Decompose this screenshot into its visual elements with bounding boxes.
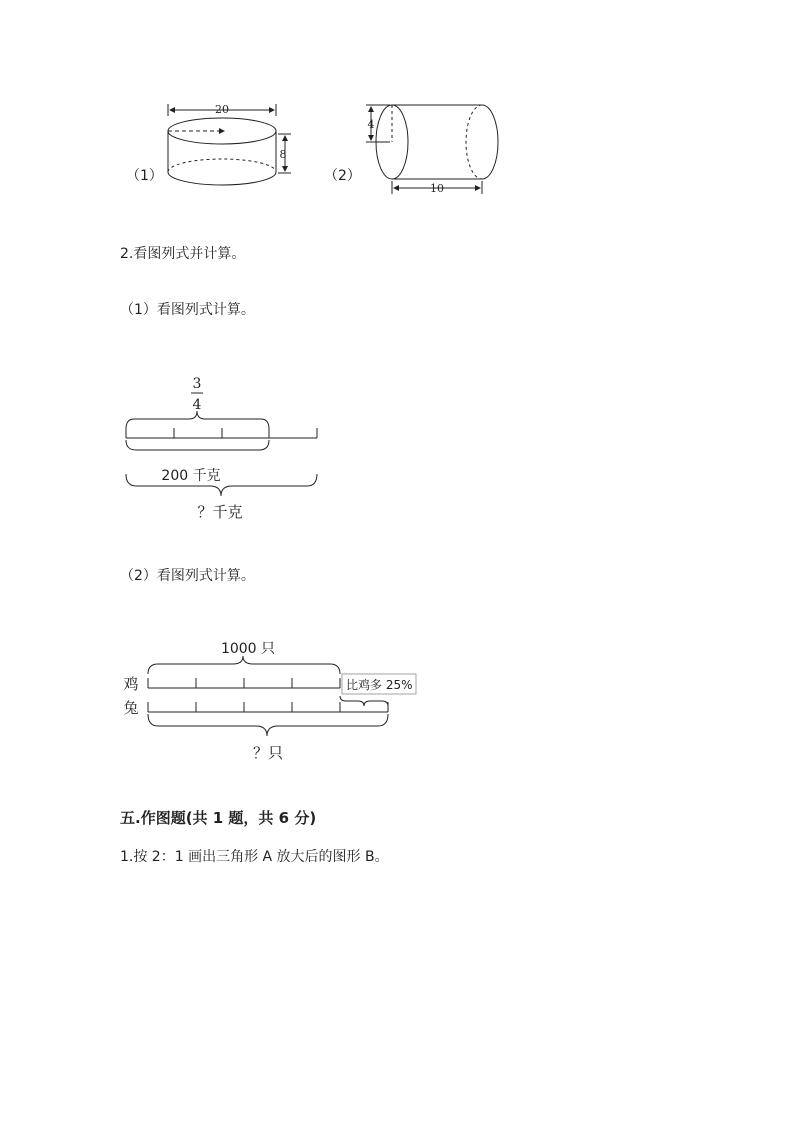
total-brace [148,656,340,674]
question-2-sub1: （1）看图列式计算。 [120,302,255,318]
fraction-numerator: 3 [192,376,202,392]
dim-radius: 4 [367,118,375,131]
unknown-count: ？只 [252,744,284,762]
unknown-weight: ？千克 [197,503,243,521]
dim-diameter: 20 [215,103,229,116]
figure-1-label: （1） [126,168,163,184]
fraction-denominator: 4 [192,397,202,413]
extra-brace [340,696,388,706]
total-label: 1000 只 [220,641,276,657]
rabbit-label: 兔 [123,699,139,717]
more-label: 比鸡多 25% [346,678,413,692]
section-5-title: 五.作图题(共 1 题，共 6 分) [120,809,317,827]
question-2-sub2: （2）看图列式计算。 [120,568,255,584]
section-5-question-1: 1.按 2：1 画出三角形 A 放大后的图形 B。 [120,849,389,865]
figure-2-label: （2） [324,168,361,184]
chicken-label: 鸡 [123,675,139,693]
rabbit-brace [148,714,388,736]
question-2-title: 2.看图列式并计算。 [120,246,246,262]
dim-length: 10 [430,182,444,195]
dim-height: 8 [279,148,287,161]
known-weight: 200 千克 [161,468,221,484]
